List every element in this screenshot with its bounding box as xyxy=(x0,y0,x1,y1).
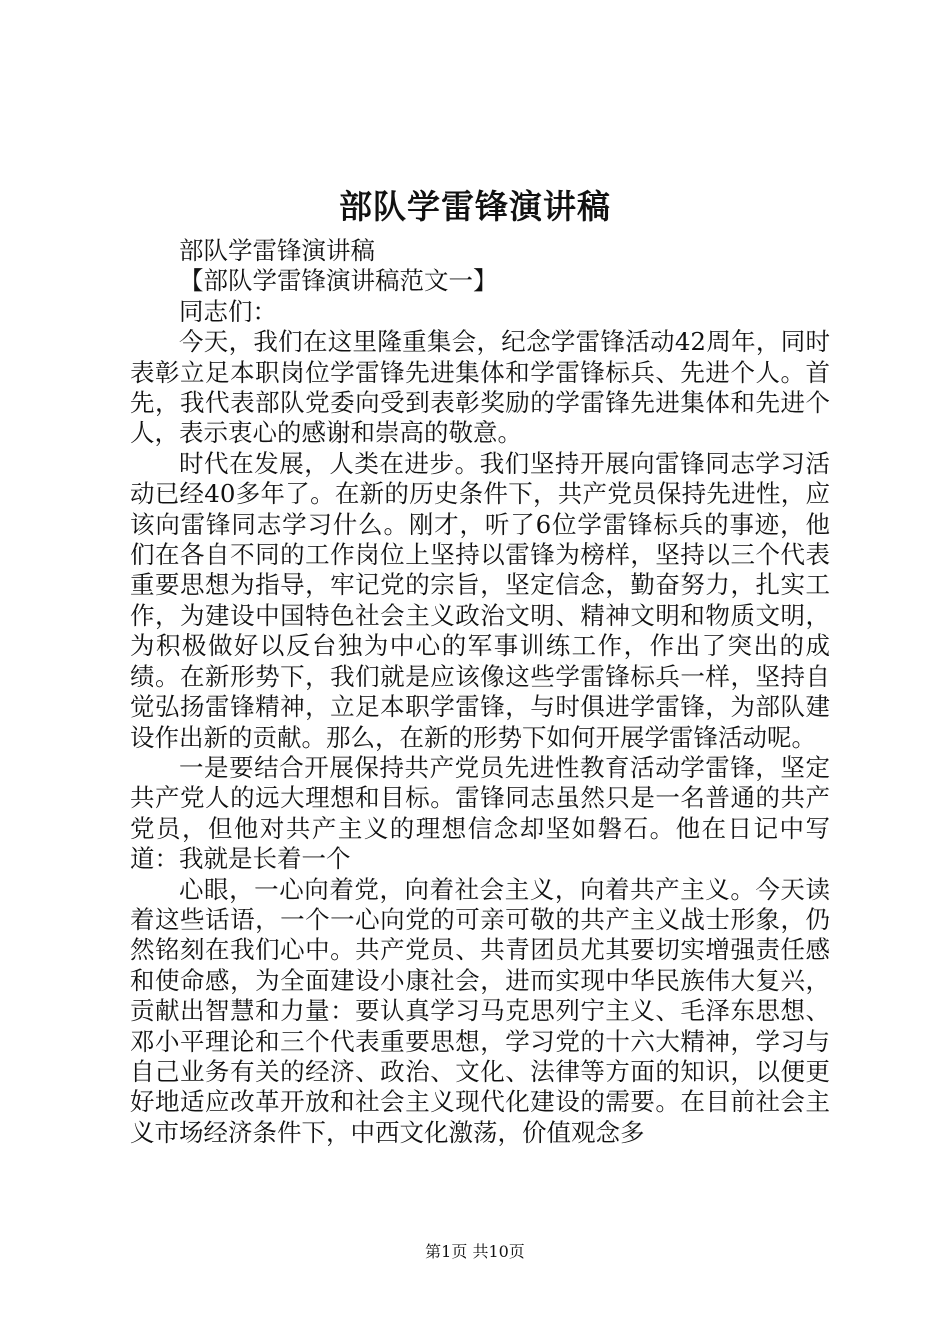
paragraph-body: 一是要结合开展保持共产党员先进性教育活动学雷锋，坚定共产党人的远大理想和目标。雷锋同志虽然只是一名普通的共产党员，但他对共产主义的理想信念却坚如磐石。他在日记中写道：我就是长着一个 xyxy=(130,752,830,874)
paragraph-body: 心眼，一心向着党，向着社会主义，向着共产主义。今天读着这些话语，一个一心向党的可亲可敬的共产主义战士形象，仍然铭刻在我们心中。共产党员、共青团员尤其要切实增强责任感和使命感，为全面建设小康社会，进而实现中华民族伟大复兴，贡献出智慧和力量：要认真学习马克思列宁主义、毛泽东思想、邓小平理论和三个代表重要思想，学习党的十六大精神，学习与自己业务有关的经济、政治、文化、法律等方面的知识，以便更好地适应改革开放和社会主义现代化建设的需要。在目前社会主义市场经济条件下，中西文化激荡，价值观念多 xyxy=(130,874,830,1147)
paragraph-salutation: 同志们： xyxy=(179,296,277,326)
paragraph-subtitle: 部队学雷锋演讲稿 xyxy=(179,236,375,265)
paragraph-section-heading: 【部队学雷锋演讲稿范文一】 xyxy=(179,266,498,296)
paragraph-body: 时代在发展，人类在进步。我们坚持开展向雷锋同志学习活动已经40多年了。在新的历史条件下，共产党员保持先进性，应该向雷锋同志学习什么。刚才，听了6位学雷锋标兵的事迹，他们在各自不同的工作岗位上坚持以雷锋为榜样，坚持以三个代表重要思想为指导，牢记党的宗旨，坚定信念，勤奋努力，扎实工作，为建设中国特色社会主义政治文明、精神文明和物质文明，为积极做好以反台独为中心的军事训练工作，作出了突出的成绩。在新形势下，我们就是应该像这些学雷锋标兵一样，坚持自觉弘扬雷锋精神，立足本职学雷锋，与时俱进学雷锋，为部队建设作出新的贡献。那么，在新的形势下如何开展学雷锋活动呢。 xyxy=(130,448,830,752)
document-title: 部队学雷锋演讲稿 xyxy=(339,187,611,226)
page-number-footer: 第1页 共10页 xyxy=(425,1242,525,1261)
paragraph-body: 今天，我们在这里隆重集会，纪念学雷锋活动42周年，同时表彰立足本职岗位学雷锋先进集体和学雷锋标兵、先进个人。首先，我代表部队党委向受到表彰奖励的学雷锋先进集体和先进个人，表示衷心的感谢和崇高的敬意。 xyxy=(130,327,830,448)
document-body xyxy=(130,236,830,1148)
